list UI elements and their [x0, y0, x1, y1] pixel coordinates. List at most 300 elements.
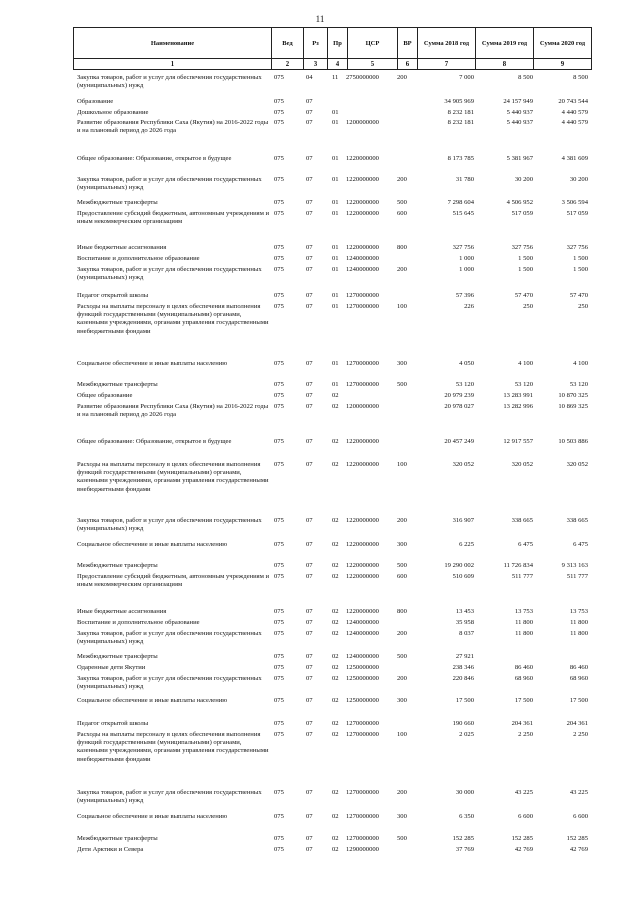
row-vr: 600	[397, 573, 407, 580]
row-pr: 02	[332, 562, 339, 569]
row-sum-2018: 8 037	[459, 630, 474, 637]
row-name: Общее образование: Образование, открытое в будущее	[77, 155, 232, 162]
header-sum-2019: Сумма 2019 год	[476, 28, 534, 59]
row-sum-2018: 1 000	[459, 255, 474, 262]
row-rz: 07	[306, 731, 313, 738]
row-sum-2020: 10 869 325	[558, 403, 588, 410]
row-pr: 01	[332, 155, 339, 162]
row-sum-2018: 13 453	[455, 608, 474, 615]
row-sum-2018: 35 958	[455, 619, 474, 626]
row-rz: 04	[306, 74, 313, 81]
row-csr: 1220000000	[346, 438, 379, 445]
header-number: 4	[328, 59, 348, 70]
row-ved: 075	[274, 461, 284, 468]
row-ved: 075	[274, 74, 284, 81]
row-sum-2019: 86 460	[514, 664, 533, 671]
row-ved: 075	[274, 720, 284, 727]
row-pr: 01	[332, 244, 339, 251]
row-sum-2018: 2 025	[459, 731, 474, 738]
row-sum-2020: 8 500	[573, 74, 588, 81]
row-rz: 07	[306, 119, 313, 126]
row-vr: 800	[397, 244, 407, 251]
row-ved: 075	[274, 653, 284, 660]
row-csr: 1240000000	[346, 619, 379, 626]
row-name: Межбюджетные трансферты	[77, 199, 158, 206]
row-pr: 02	[332, 392, 339, 399]
row-vr: 300	[397, 813, 407, 820]
row-ved: 075	[274, 438, 284, 445]
row-name: Закупка товаров, работ и услуг для обеспечения государственных (муниципальных) нужд	[77, 176, 262, 192]
row-pr: 01	[332, 266, 339, 273]
row-ved: 075	[274, 813, 284, 820]
row-pr: 02	[332, 697, 339, 704]
row-sum-2020: 517 059	[566, 210, 588, 217]
row-sum-2018: 4 050	[459, 360, 474, 367]
row-csr: 1270000000	[346, 720, 379, 727]
row-pr: 01	[332, 109, 339, 116]
row-csr: 1200000000	[346, 119, 379, 126]
row-rz: 07	[306, 789, 313, 796]
row-csr: 1240000000	[346, 255, 379, 262]
row-name: Воспитание и дополнительное образование	[77, 255, 200, 262]
row-sum-2018: 6 225	[459, 541, 474, 548]
row-sum-2020: 4 100	[573, 360, 588, 367]
row-rz: 07	[306, 210, 313, 217]
row-ved: 075	[274, 846, 284, 853]
header-number: 8	[476, 59, 534, 70]
row-name: Закупка товаров, работ и услуг для обеспечения государственных (муниципальных) нужд	[77, 517, 262, 533]
row-ved: 075	[274, 731, 284, 738]
row-ved: 075	[274, 835, 284, 842]
row-csr: 1220000000	[346, 210, 379, 217]
row-rz: 07	[306, 846, 313, 853]
row-ved: 075	[274, 176, 284, 183]
header-number: 6	[398, 59, 418, 70]
row-sum-2019: 42 769	[514, 846, 533, 853]
row-sum-2018: 515 645	[452, 210, 474, 217]
row-ved: 075	[274, 630, 284, 637]
row-pr: 02	[332, 846, 339, 853]
row-sum-2020: 11 800	[570, 630, 588, 637]
row-name: Межбюджетные трансферты	[77, 381, 158, 388]
row-csr: 1220000000	[346, 244, 379, 251]
row-sum-2018: 8 173 785	[447, 155, 474, 162]
row-ved: 075	[274, 303, 284, 310]
row-pr: 01	[332, 199, 339, 206]
row-sum-2018: 152 285	[452, 835, 474, 842]
row-sum-2020: 4 440 579	[561, 119, 588, 126]
row-name: Межбюджетные трансферты	[77, 562, 158, 569]
row-name: Закупка товаров, работ и услуг для обеспечения государственных (муниципальных) нужд	[77, 675, 262, 691]
row-sum-2020: 42 769	[569, 846, 588, 853]
row-rz: 07	[306, 292, 313, 299]
row-name: Развитие образования Республики Саха (Якутия) на 2016-2022 годы и на плановый период до 2026 года	[77, 403, 269, 419]
row-name: Образование	[77, 98, 114, 105]
row-sum-2020: 327 756	[566, 244, 588, 251]
row-rz: 07	[306, 381, 313, 388]
row-sum-2019: 43 225	[514, 789, 533, 796]
row-ved: 075	[274, 244, 284, 251]
row-sum-2019: 13 283 991	[503, 392, 533, 399]
row-pr: 02	[332, 619, 339, 626]
row-sum-2020: 1 500	[573, 255, 588, 262]
row-csr: 1200000000	[346, 403, 379, 410]
row-sum-2019: 1 500	[518, 266, 533, 273]
row-ved: 075	[274, 119, 284, 126]
row-vr: 100	[397, 461, 407, 468]
row-sum-2018: 34 905 969	[444, 98, 474, 105]
row-name: Иные бюджетные ассигнования	[77, 608, 167, 615]
row-csr: 1270000000	[346, 303, 379, 310]
row-sum-2018: 19 290 002	[444, 562, 474, 569]
row-sum-2018: 20 978 027	[444, 403, 474, 410]
row-rz: 07	[306, 517, 313, 524]
row-sum-2020: 1 500	[573, 266, 588, 273]
row-sum-2019: 5 381 967	[506, 155, 533, 162]
row-sum-2019: 17 500	[514, 697, 533, 704]
row-ved: 075	[274, 109, 284, 116]
row-name: Педагог открытой школы	[77, 292, 149, 299]
row-vr: 500	[397, 381, 407, 388]
row-sum-2018: 20 979 239	[444, 392, 474, 399]
row-sum-2020: 10 870 325	[558, 392, 588, 399]
row-pr: 01	[332, 303, 339, 310]
header-ved: Вед	[272, 28, 304, 59]
row-pr: 02	[332, 517, 339, 524]
header-sum-2020: Сумма 2020 год	[534, 28, 592, 59]
row-name: Педагог открытой школы	[77, 720, 149, 727]
header-number: 5	[348, 59, 398, 70]
header-number: 1	[74, 59, 272, 70]
row-rz: 07	[306, 664, 313, 671]
row-rz: 07	[306, 98, 313, 105]
row-pr: 01	[332, 381, 339, 388]
row-rz: 07	[306, 244, 313, 251]
row-ved: 075	[274, 697, 284, 704]
row-sum-2020: 17 500	[569, 697, 588, 704]
row-sum-2020: 9 313 163	[561, 562, 588, 569]
row-pr: 01	[332, 255, 339, 262]
row-sum-2018: 27 921	[455, 653, 474, 660]
row-name: Воспитание и дополнительное образование	[77, 619, 200, 626]
header-pr: Пр	[328, 28, 348, 59]
row-vr: 800	[397, 608, 407, 615]
row-vr: 200	[397, 789, 407, 796]
row-pr: 02	[332, 461, 339, 468]
row-sum-2018: 327 756	[452, 244, 474, 251]
row-sum-2018: 7 000	[459, 74, 474, 81]
row-sum-2019: 327 756	[511, 244, 533, 251]
row-pr: 01	[332, 119, 339, 126]
row-csr: 1250000000	[346, 675, 379, 682]
row-vr: 200	[397, 176, 407, 183]
row-vr: 500	[397, 562, 407, 569]
row-pr: 02	[332, 664, 339, 671]
row-csr: 1270000000	[346, 813, 379, 820]
row-pr: 02	[332, 813, 339, 820]
row-sum-2020: 3 506 594	[561, 199, 588, 206]
row-vr: 500	[397, 653, 407, 660]
row-ved: 075	[274, 360, 284, 367]
row-ved: 075	[274, 155, 284, 162]
row-ved: 075	[274, 255, 284, 262]
row-ved: 075	[274, 210, 284, 217]
row-pr: 02	[332, 541, 339, 548]
row-pr: 02	[332, 630, 339, 637]
row-ved: 075	[274, 619, 284, 626]
row-csr: 1220000000	[346, 199, 379, 206]
row-ved: 075	[274, 541, 284, 548]
row-rz: 07	[306, 155, 313, 162]
row-ved: 075	[274, 266, 284, 273]
row-vr: 600	[397, 210, 407, 217]
row-ved: 075	[274, 664, 284, 671]
row-csr: 1220000000	[346, 155, 379, 162]
row-csr: 1290000000	[346, 846, 379, 853]
row-csr: 1270000000	[346, 360, 379, 367]
row-sum-2019: 4 100	[518, 360, 533, 367]
row-sum-2020: 20 743 544	[558, 98, 588, 105]
row-sum-2019: 511 777	[511, 573, 533, 580]
row-sum-2020: 338 665	[566, 517, 588, 524]
row-sum-2018: 190 660	[452, 720, 474, 727]
row-sum-2019: 24 157 949	[503, 98, 533, 105]
row-sum-2018: 7 298 604	[447, 199, 474, 206]
row-sum-2020: 68 960	[569, 675, 588, 682]
row-sum-2019: 1 500	[518, 255, 533, 262]
row-name: Одаренные дети Якутии	[77, 664, 146, 671]
row-pr: 02	[332, 835, 339, 842]
row-pr: 02	[332, 789, 339, 796]
row-name: Дети Арктики и Севера	[77, 846, 144, 853]
row-sum-2019: 6 600	[518, 813, 533, 820]
row-csr: 1220000000	[346, 573, 379, 580]
row-sum-2020: 2 250	[573, 731, 588, 738]
row-sum-2018: 320 052	[452, 461, 474, 468]
row-name: Расходы на выплаты персоналу в целях обеспечения выполнения функций государственными (муниципальными) органами, казенными учреждениями, органами управления государственными внебюджетными фондами	[77, 461, 269, 493]
row-name: Социальное обеспечение и иные выплаты населению	[77, 541, 228, 548]
row-rz: 07	[306, 541, 313, 548]
row-ved: 075	[274, 98, 284, 105]
row-sum-2018: 510 609	[452, 573, 474, 580]
row-rz: 07	[306, 403, 313, 410]
row-name: Межбюджетные трансферты	[77, 835, 158, 842]
row-rz: 07	[306, 562, 313, 569]
row-pr: 01	[332, 292, 339, 299]
row-sum-2019: 30 200	[514, 176, 533, 183]
row-sum-2019: 4 506 952	[506, 199, 533, 206]
row-sum-2019: 517 059	[511, 210, 533, 217]
row-sum-2020: 13 753	[569, 608, 588, 615]
row-vr: 300	[397, 697, 407, 704]
row-csr: 1220000000	[346, 176, 379, 183]
row-vr: 100	[397, 303, 407, 310]
row-sum-2018: 17 500	[455, 697, 474, 704]
row-sum-2018: 31 780	[455, 176, 474, 183]
row-pr: 02	[332, 720, 339, 727]
row-sum-2020: 53 120	[569, 381, 588, 388]
row-sum-2020: 57 470	[569, 292, 588, 299]
row-name: Предоставление субсидий бюджетным, автономным учреждениям и иным некоммерческим организациям	[77, 210, 270, 226]
row-csr: 1220000000	[346, 517, 379, 524]
row-name: Общее образование: Образование, открытое в будущее	[77, 438, 232, 445]
row-sum-2019: 204 361	[511, 720, 533, 727]
row-vr: 500	[397, 199, 407, 206]
header-rz: Рз	[304, 28, 328, 59]
header-number: 2	[272, 59, 304, 70]
row-sum-2018: 238 346	[452, 664, 474, 671]
row-ved: 075	[274, 199, 284, 206]
row-sum-2020: 10 503 886	[558, 438, 588, 445]
row-name: Общее образование	[77, 392, 133, 399]
row-sum-2019: 11 800	[515, 619, 533, 626]
row-name: Развитие образования Республики Саха (Якутия) на 2016-2022 годы и на плановый период до 2026 года	[77, 119, 269, 135]
row-sum-2019: 5 440 937	[506, 119, 533, 126]
row-csr: 1270000000	[346, 835, 379, 842]
row-sum-2020: 11 800	[570, 619, 588, 626]
row-sum-2018: 57 396	[455, 292, 474, 299]
row-rz: 07	[306, 675, 313, 682]
row-rz: 07	[306, 266, 313, 273]
row-sum-2020: 30 200	[569, 176, 588, 183]
row-csr: 1270000000	[346, 731, 379, 738]
row-vr: 200	[397, 675, 407, 682]
row-sum-2020: 4 381 609	[561, 155, 588, 162]
row-csr: 1270000000	[346, 789, 379, 796]
row-pr: 01	[332, 176, 339, 183]
row-sum-2019: 53 120	[514, 381, 533, 388]
row-csr: 1270000000	[346, 381, 379, 388]
row-sum-2020: 511 777	[566, 573, 588, 580]
row-pr: 02	[332, 653, 339, 660]
row-ved: 075	[274, 573, 284, 580]
row-sum-2018: 37 769	[455, 846, 474, 853]
row-sum-2019: 8 500	[518, 74, 533, 81]
header-number: 7	[418, 59, 476, 70]
row-csr: 1220000000	[346, 461, 379, 468]
row-name: Социальное обеспечение и иные выплаты населению	[77, 697, 228, 704]
row-sum-2020: 152 285	[566, 835, 588, 842]
row-ved: 075	[274, 403, 284, 410]
row-name: Расходы на выплаты персоналу в целях обеспечения выполнения функций государственными (муниципальными) органами, казенными учреждениями, органами управления государственными внебюджетными фондами	[77, 731, 269, 763]
row-sum-2018: 8 232 181	[447, 119, 474, 126]
row-csr: 1240000000	[346, 630, 379, 637]
row-csr: 1240000000	[346, 266, 379, 273]
row-name: Закупка товаров, работ и услуг для обеспечения государственных (муниципальных) нужд	[77, 630, 262, 646]
row-name: Иные бюджетные ассигнования	[77, 244, 167, 251]
row-vr: 500	[397, 835, 407, 842]
row-name: Дошкольное образование	[77, 109, 149, 116]
row-ved: 075	[274, 292, 284, 299]
row-rz: 07	[306, 573, 313, 580]
header-vr: ВР	[398, 28, 418, 59]
row-rz: 07	[306, 438, 313, 445]
row-sum-2019: 13 282 996	[503, 403, 533, 410]
header-sum-2018: Сумма 2018 год	[418, 28, 476, 59]
row-vr: 200	[397, 74, 407, 81]
row-rz: 07	[306, 255, 313, 262]
row-sum-2018: 6 350	[459, 813, 474, 820]
row-ved: 075	[274, 789, 284, 796]
row-name: Межбюджетные трансферты	[77, 653, 158, 660]
row-name: Расходы на выплаты персоналу в целях обеспечения выполнения функций государственными (муниципальными) органами, казенными учреждениями, органами управления государственными внебюджетными фондами	[77, 303, 269, 335]
row-vr: 300	[397, 541, 407, 548]
row-rz: 07	[306, 630, 313, 637]
row-sum-2020: 250	[578, 303, 588, 310]
row-rz: 07	[306, 461, 313, 468]
row-pr: 01	[332, 210, 339, 217]
header-number: 9	[534, 59, 592, 70]
row-ved: 075	[274, 675, 284, 682]
row-sum-2020: 4 440 579	[561, 109, 588, 116]
row-sum-2018: 220 846	[452, 675, 474, 682]
row-pr: 01	[332, 360, 339, 367]
row-csr: 2750000000	[346, 74, 379, 81]
row-ved: 075	[274, 608, 284, 615]
row-ved: 075	[274, 517, 284, 524]
row-pr: 02	[332, 573, 339, 580]
row-name: Предоставление субсидий бюджетным, автономным учреждениям и иным некоммерческим организациям	[77, 573, 270, 589]
row-rz: 07	[306, 176, 313, 183]
row-sum-2019: 2 250	[518, 731, 533, 738]
row-pr: 02	[332, 608, 339, 615]
row-rz: 07	[306, 360, 313, 367]
header-number: 3	[304, 59, 328, 70]
row-ved: 075	[274, 562, 284, 569]
row-csr: 1250000000	[346, 697, 379, 704]
row-csr: 1250000000	[346, 664, 379, 671]
row-vr: 200	[397, 266, 407, 273]
row-pr: 11	[332, 74, 339, 81]
row-csr: 1270000000	[346, 292, 379, 299]
header-name: Наименование	[74, 28, 272, 59]
row-name: Социальное обеспечение и иные выплаты населению	[77, 360, 228, 367]
row-rz: 07	[306, 199, 313, 206]
row-rz: 07	[306, 109, 313, 116]
row-pr: 02	[332, 731, 339, 738]
row-name: Социальное обеспечение и иные выплаты населению	[77, 813, 228, 820]
row-sum-2019: 5 440 937	[506, 109, 533, 116]
row-rz: 07	[306, 835, 313, 842]
row-sum-2019: 57 470	[514, 292, 533, 299]
row-name: Закупка товаров, работ и услуг для обеспечения государственных (муниципальных) нужд	[77, 74, 262, 90]
row-vr: 100	[397, 731, 407, 738]
row-sum-2019: 68 960	[514, 675, 533, 682]
row-vr: 200	[397, 517, 407, 524]
row-sum-2020: 320 052	[566, 461, 588, 468]
row-sum-2018: 226	[464, 303, 474, 310]
row-sum-2019: 6 475	[518, 541, 533, 548]
row-pr: 02	[332, 438, 339, 445]
row-csr: 1240000000	[346, 653, 379, 660]
row-rz: 07	[306, 697, 313, 704]
row-sum-2019: 152 285	[511, 835, 533, 842]
row-sum-2020: 6 600	[573, 813, 588, 820]
row-pr: 02	[332, 675, 339, 682]
row-name: Закупка товаров, работ и услуг для обеспечения государственных (муниципальных) нужд	[77, 266, 262, 282]
row-ved: 075	[274, 392, 284, 399]
row-sum-2019: 11 800	[515, 630, 533, 637]
row-csr: 1220000000	[346, 608, 379, 615]
row-rz: 07	[306, 813, 313, 820]
row-vr: 200	[397, 630, 407, 637]
row-sum-2019: 250	[523, 303, 533, 310]
row-sum-2020: 204 361	[566, 720, 588, 727]
row-sum-2020: 6 475	[573, 541, 588, 548]
row-sum-2018: 53 120	[455, 381, 474, 388]
row-name: Закупка товаров, работ и услуг для обеспечения государственных (муниципальных) нужд	[77, 789, 262, 805]
row-sum-2018: 20 457 249	[444, 438, 474, 445]
